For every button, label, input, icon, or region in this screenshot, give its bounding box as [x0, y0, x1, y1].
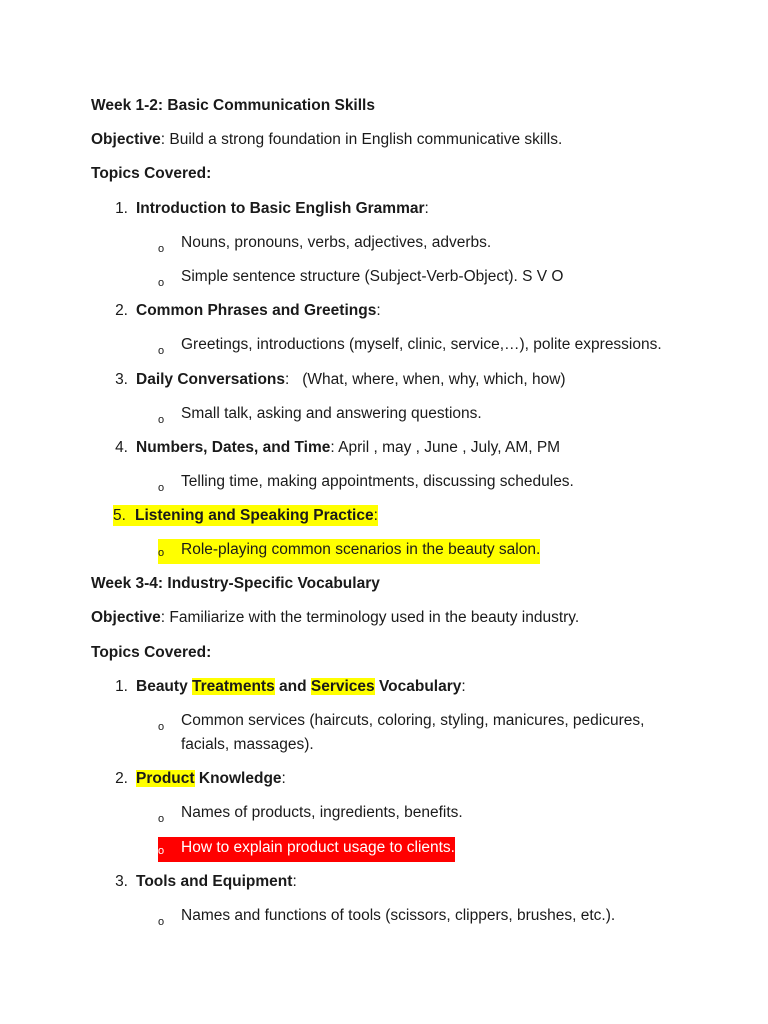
topic-title-highlight: Product — [136, 770, 195, 787]
list-number: 4. — [115, 439, 128, 456]
bullet-text: Names and functions of tools (scissors, clippers, brushes, etc.). — [181, 907, 616, 924]
bullet-icon: o — [158, 813, 165, 825]
list-number: 2. — [115, 770, 128, 787]
bullet-text-continuation: facials, massages). — [181, 736, 314, 753]
topic-title-part: and — [274, 678, 311, 695]
topic-title-part: Beauty — [136, 678, 192, 695]
topics-covered-label: Topics Covered: — [91, 644, 212, 661]
topic-suffix: : — [461, 678, 466, 695]
topic-title-part: Knowledge — [194, 770, 282, 787]
week-3-4-heading — [91, 573, 380, 594]
topic-suffix: : — [376, 302, 381, 319]
topic-suffix: : — [424, 200, 429, 217]
topics-covered-label: Topics Covered: — [91, 165, 212, 182]
list-number: 1. — [115, 678, 128, 695]
list-number: 2. — [115, 302, 128, 319]
topic-title-highlight: Treatments — [192, 678, 275, 695]
topic-title: Listening and Speaking Practice — [135, 507, 374, 524]
bullet-icon: o — [158, 243, 165, 255]
bullet-text: How to explain product usage to clients. — [181, 839, 455, 856]
list-number: 3. — [115, 371, 128, 388]
topic-title: Common Phrases and Greetings — [136, 302, 377, 319]
list-number: 3. — [115, 873, 128, 890]
bullet-icon: o — [158, 721, 165, 733]
week-1-2-topics-label — [91, 163, 211, 184]
week-3-4-topics-label — [91, 642, 211, 663]
bullet-icon: o — [158, 414, 165, 426]
list-number: 5. — [113, 507, 126, 524]
bullet-text: Greetings, introductions (myself, clinic, service,…), polite expressions. — [181, 336, 662, 353]
bullet-text: Telling time, making appointments, discussing schedules. — [181, 473, 574, 490]
bullet-text: Common services (haircuts, coloring, styling, manicures, pedicures, — [181, 712, 645, 729]
bullet-icon: o — [158, 482, 165, 494]
list-number: 1. — [115, 200, 128, 217]
bullet-icon: o — [158, 345, 165, 357]
bullet-text: Small talk, asking and answering questions. — [181, 405, 482, 422]
objective-text: : Familiarize with the terminology used in the beauty industry. — [160, 609, 580, 626]
week-1-2-heading-text: Week 1-2: Basic Communication Skills — [91, 97, 375, 114]
bullet-text: Simple sentence structure (Subject-Verb-Object). S V O — [181, 268, 564, 285]
topic-suffix: : April , may , June , July, AM, PM — [330, 439, 561, 456]
objective-label: Objective — [91, 131, 161, 148]
topic-title: Tools and Equipment — [136, 873, 293, 890]
topic-title-highlight: Services — [310, 678, 375, 695]
week-3-4-heading-text: Week 3-4: Industry-Specific Vocabulary — [91, 575, 380, 592]
bullet-text: Role-playing common scenarios in the beauty salon. — [181, 541, 541, 558]
bullet-text: Names of products, ingredients, benefits. — [181, 804, 463, 821]
week-3-4-objective — [91, 607, 579, 628]
week-1-2-heading — [91, 95, 375, 116]
topic-title: Daily Conversations — [136, 371, 286, 388]
bullet-text: Nouns, pronouns, verbs, adjectives, adverbs. — [181, 234, 492, 251]
objective-text: : Build a strong foundation in English communicative skills. — [160, 131, 563, 148]
objective-label: Objective — [91, 609, 161, 626]
topic-suffix: : — [292, 873, 297, 890]
topic-title-part: Vocabulary — [374, 678, 462, 695]
week-1-2-objective — [91, 129, 562, 150]
topic-suffix: : — [281, 770, 286, 787]
topic-title: Introduction to Basic English Grammar — [136, 200, 425, 217]
topic-title: Numbers, Dates, and Time — [136, 439, 331, 456]
bullet-icon: o — [158, 916, 165, 928]
bullet-icon: o — [158, 547, 165, 559]
bullet-icon: o — [158, 277, 165, 289]
topic-suffix: : — [373, 507, 378, 524]
bullet-icon: o — [158, 845, 165, 857]
topic-suffix: : (What, where, when, why, which, how) — [285, 371, 566, 388]
